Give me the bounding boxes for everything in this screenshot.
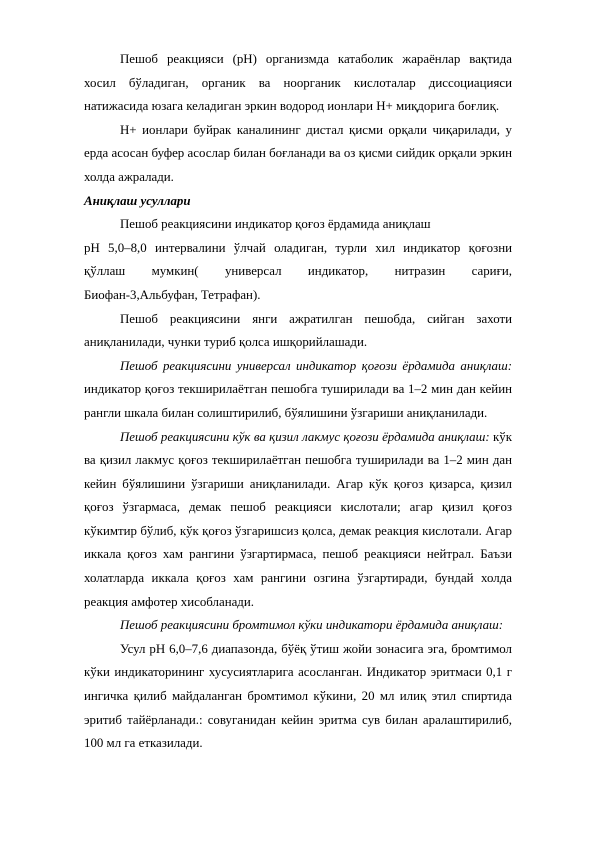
document-page — [84, 48, 512, 756]
universal-indicator-title: Пешоб реакциясини универсал индикатор қоғози ёрдамида аниқлаш: — [120, 358, 512, 373]
universal-indicator-text: индикатор қоғоз текширилаётган пешобга туширилади ва 1–2 мин дан кейин рангли шкала билан солиштирилиб, бўялишини ўзгариши аниқланилади. — [84, 382, 512, 420]
paragraph-litmus — [84, 426, 512, 615]
paragraph-bromothymol-title: Пешоб реакциясини бромтимол кўки индикатори ёрдамида аниқлаш: — [120, 618, 504, 633]
litmus-title: Пешоб реакциясини кўк ва қизил лакмус қоғози ёрдамида аниқлаш: — [120, 429, 490, 444]
paragraph-bromothymol-method: Усул pH 6,0–7,6 диапазонда, бўёқ ўтиш жойи зонасига эга, бромтимол кўки индикаторининг хусусиятларига асосланган. Индикатор эритмаси 0,1 г ингичка қилиб майдаланган бромтимол кўкини, 20 мл илиқ этил спиртида эритиб тайёрланади.: совуганидан кейин эритма сув билан аралаштирилиб, 100 мл га етказилади. — [84, 641, 512, 751]
paragraph-ph-interval: pH 5,0–8,0 интервалини ўлчай оладиган, турли хил индикатор қоғозни қўллаш мумкин( универсал индикатор, нитразин сариғи, Биофан-3,Альбуфан, Тетрафан). — [84, 240, 512, 302]
section-heading-methods: Аниқлаш усуллари — [84, 193, 191, 208]
paragraph-universal-indicator — [84, 355, 512, 426]
paragraph-indicator-paper: Пешоб реакциясини индикатор қоғоз ёрдамида аниқлаш — [120, 217, 431, 232]
litmus-text: кўк ва қизил лакмус қоғоз текширилаётган пешобга туширилади ва 1–2 мин дан кейин бўялишини ўзгариши аниқланилади. Агар кўк қоғоз қизарса, қизил қоғоз ўзгармаса, демак пешоб реакцияси кислотали; агар қизил қоғоз кўкимтир бўлиб, кўк қоғоз ўзгаришсиз қолса, демак реакция кислотали. Агар иккала қоғоз хам рангини ўзгартирмаса, пешоб реакцияси нейтрал. Баъзи холатларда иккала қоғоз хам рангини озгина ўзгартиради, бундай холда реакция амфотер хисобланади. — [84, 429, 512, 609]
paragraph-h-ions: H+ ионлари буйрак каналининг дистал қисми орқали чиқарилади, у ерда асосан буфер асослар билан боғланади ва оз қисми сийдик орқали эркин холда ажралади. — [84, 122, 512, 184]
paragraph-ph-definition: Пешоб реакцияси (pH) организмда катаболик жараёнлар вақтида хосил бўладиган, органик ва ноорганик кислоталар диссоциацияси натижасида юзага келадиган эркин водород ионлари H+ миқдорига боғлиқ. — [84, 52, 512, 114]
paragraph-fresh-urine: Пешоб реакциясини янги ажратилган пешобда, сийган захоти аниқланилади, чунки туриб қолса ишқорийлашади. — [84, 311, 512, 350]
